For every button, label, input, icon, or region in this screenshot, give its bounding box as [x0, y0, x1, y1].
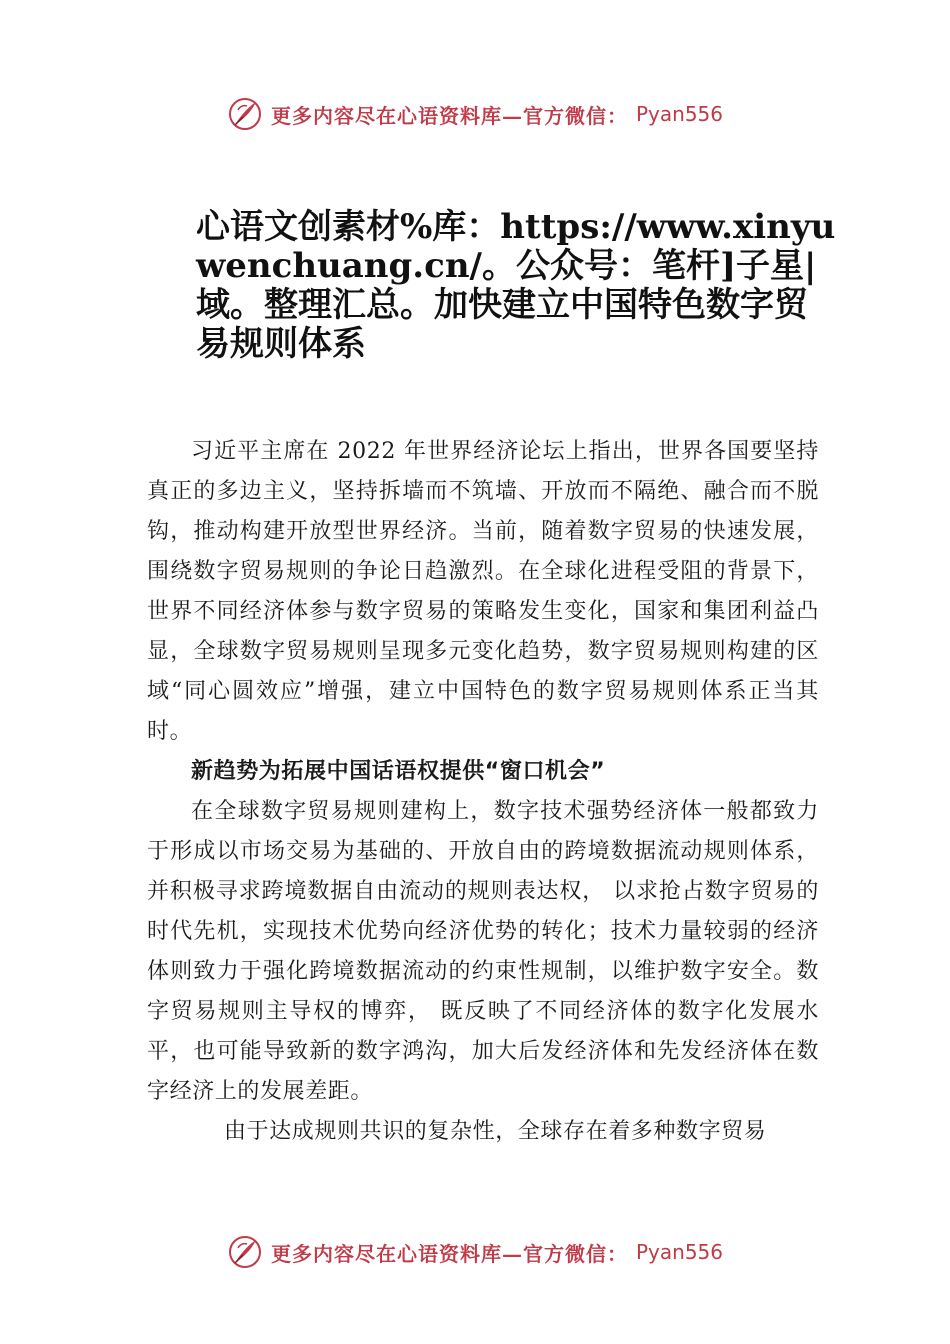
wechat-id: Pyan556 [635, 102, 723, 126]
paragraph: 由于达成规则共识的复杂性，全球存在着多种数字贸易 [224, 1119, 767, 1144]
paragraph: 习近平主席在 2022 年世界经济论坛上指出，世界各国要坚持真正的多边主义，坚持拆墙而不筑墙、开放而不隔绝、融合而不脱钩，推动构建开放型世界经济。当前，随着数字贸易的快速发展，围绕数字贸易规则的争论日趋激烈。在全球化进程受阻的背景下，世界不同经济体参与数字贸易的策略发生变化，国家和集团利益凸显，全球数字贸易规则呈现多元变化趋势，数字贸易规则构建的区域“同心圆效应”增强，建立中国特色的数字贸易规则体系正当其时。 [147, 439, 819, 744]
footer-banner [0, 1230, 950, 1274]
banner-text: 更多内容尽在心语资料库—官方微信： [270, 103, 628, 128]
wechat-id: Pyan556 [635, 1240, 723, 1264]
document-title: 心语文创素材%库：https://www.xinyuwenchuang.cn/。公众号：笔杆]子星|域。整理汇总。加快建立中国特色数字贸易规则体系 [196, 207, 836, 364]
document-body [147, 432, 819, 1152]
header-banner [0, 92, 950, 136]
quill-pen-circle-logo-icon [227, 1234, 263, 1270]
paragraph: 在全球数字贸易规则建构上，数字技术强势经济体一般都致力于形成以市场交易为基础的、开放自由的跨境数据流动规则体系，并积极寻求跨境数据自由流动的规则表达权， 以求抢占数字贸易的时代先机，实现技术优势向经济优势的转化；技术力量较弱的经济体则致力于强化跨境数据流动的约束性规制，以维护数字安全。数字贸易规则主导权的博弈， 既反映了不同经济体的数字化发展水平，也可能导致新的数字鸿沟，加大后发经济体和先发经济体在数字经济上的发展差距。 [147, 799, 819, 1104]
banner-text: 更多内容尽在心语资料库—官方微信： [270, 1241, 628, 1266]
quill-pen-circle-logo-icon [227, 96, 263, 132]
section-heading: 新趋势为拓展中国话语权提供“窗口机会” [191, 759, 606, 784]
